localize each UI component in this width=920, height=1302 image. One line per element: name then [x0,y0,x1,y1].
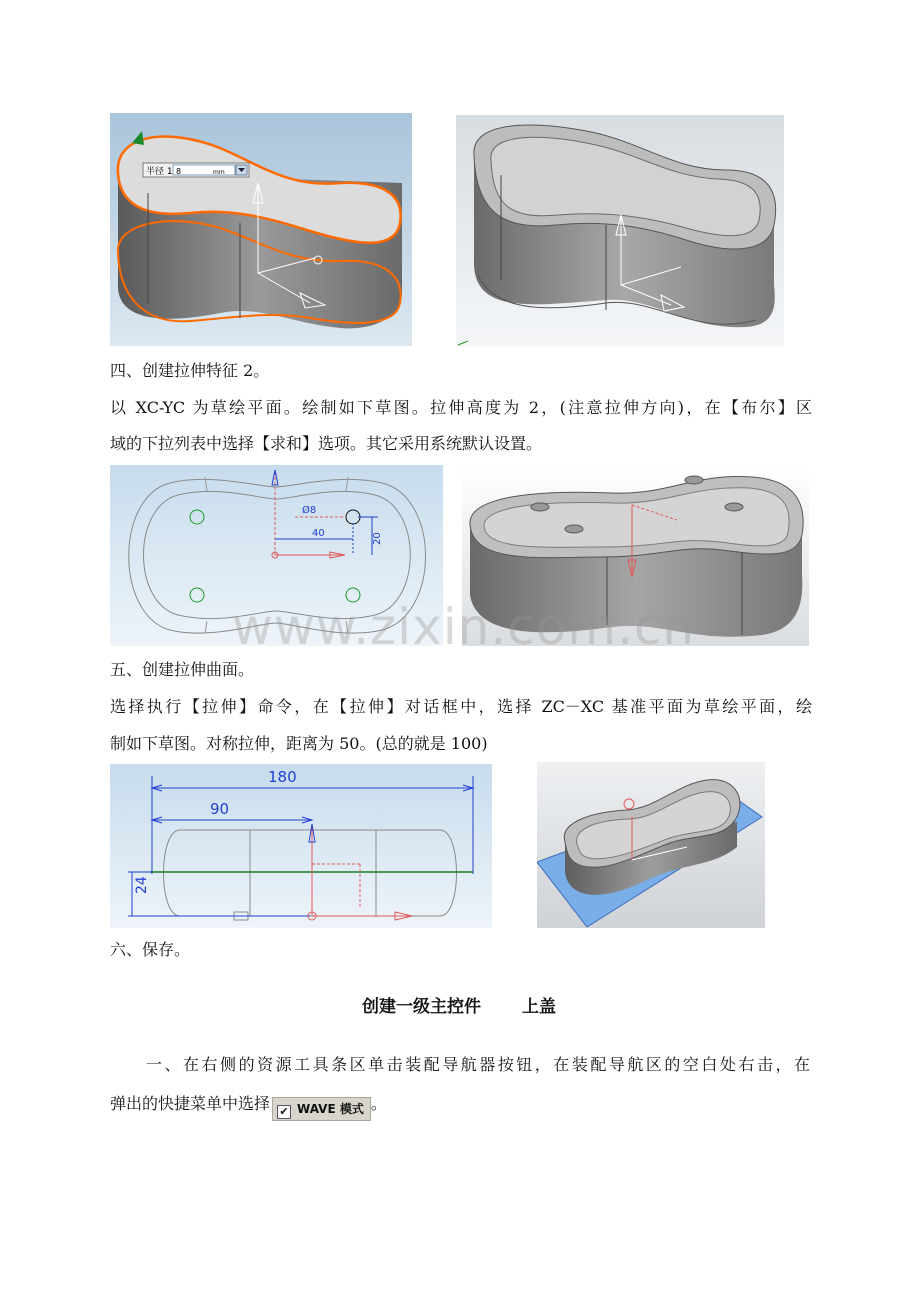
final-line-1: 一、在右侧的资源工具条区单击装配导航器按钮，在装配导航区的空白处右击，在 [146,1055,810,1074]
section-5-line-2: 制如下草图。对称拉伸，距离为 50。(总的就是 100) [110,734,488,753]
section-4-line-2: 域的下拉列表中选择【求和】选项。其它采用系统默认设置。 [110,434,543,453]
figure-extrude-edge-blend [110,113,412,346]
wave-mode-menu-item[interactable] [272,1097,371,1121]
dim-x: 40 [312,528,325,539]
figure-extruded-surface [537,762,765,928]
section-4-title: 四、创建拉伸特征 2。 [110,361,270,380]
dim-height: 24 [134,876,150,894]
watermark: www.zixin.com.cn [232,598,696,656]
radius-label: 半径 1 [146,167,173,177]
wave-mode-label: WAVE 模式 [297,1102,364,1116]
final-line-2-suffix: 。 [370,1094,387,1113]
dim-half: 90 [210,800,230,818]
section-5-line-1: 选择执行【拉伸】命令，在【拉伸】对话框中，选择 ZC－XC 基准平面为草绘平面，绘 [110,697,812,716]
figure-blended-body [456,115,784,347]
radius-unit: mm [213,169,225,176]
dim-total: 180 [268,768,297,786]
heading-left: 创建一级主控件 [362,997,481,1017]
section-5-title: 五、创建拉伸曲面。 [110,660,255,679]
dim-diameter: Ø8 [302,505,317,516]
radius-value: 8 [176,167,182,176]
heading-right: 上盖 [522,997,556,1017]
check-icon: ✔ [277,1105,291,1119]
section-4-line-1: 以 XC-YC 为草绘平面。绘制如下草图。拉伸高度为 2，(注意拉伸方向)，在【布尔】区 [110,398,812,417]
final-line-2 [110,1094,812,1121]
section-6-title: 六、保存。 [110,940,191,959]
radius-input[interactable] [173,165,235,175]
dim-y: 20 [372,532,383,545]
figure-zc-xc-sketch [110,764,492,928]
final-line-2-prefix: 弹出的快捷菜单中选择 [110,1094,271,1113]
